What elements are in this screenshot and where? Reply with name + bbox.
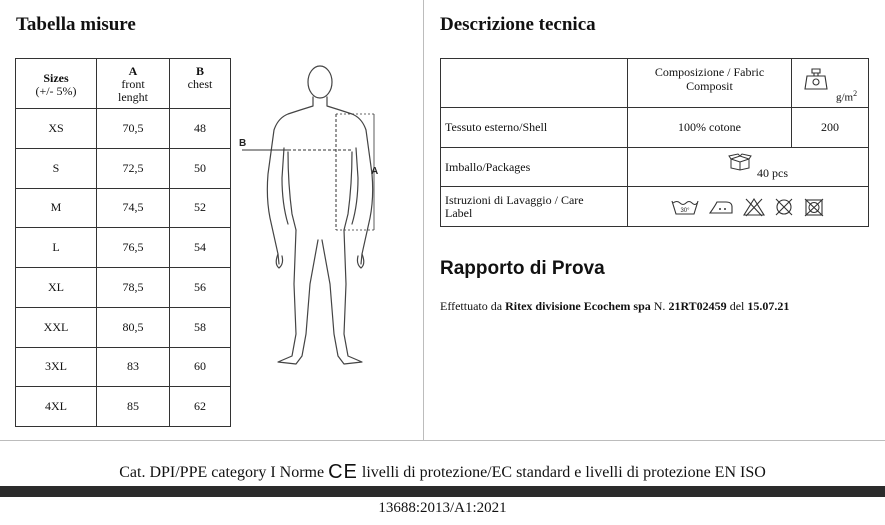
composition-header — [628, 59, 792, 108]
weight-unit-base: g/m — [836, 91, 854, 104]
header-b-letter: B — [195, 64, 204, 78]
care-label-line1: Istruzioni di Lavaggio / Care — [445, 192, 584, 207]
ce-mark-icon: CE — [328, 461, 358, 483]
size-table-header — [16, 59, 231, 109]
shell-value: 100% cotone — [628, 108, 792, 148]
no-dry-clean-icon — [773, 197, 795, 217]
size-cell: M — [16, 188, 97, 228]
header-tolerance: (+/- 5%) — [35, 83, 77, 98]
report-number: 21RT02459 — [668, 299, 727, 313]
report-company: Ritex divisione Ecochem spa — [505, 299, 651, 313]
box-icon — [728, 153, 752, 171]
care-label-line2: Label — [445, 205, 473, 220]
b-cell: 58 — [170, 307, 231, 347]
wash-30-icon — [671, 198, 699, 216]
a-cell: 70,5 — [97, 109, 170, 149]
table-row — [16, 307, 231, 347]
care-icons — [628, 197, 868, 217]
size-cell: XL — [16, 268, 97, 308]
test-report-title: Rapporto di Prova — [440, 258, 605, 279]
table-row — [441, 59, 869, 108]
table-row — [16, 188, 231, 228]
weight-unit-exp: 2 — [853, 89, 858, 98]
no-tumble-dry-icon — [803, 197, 825, 217]
tech-empty-cell — [441, 59, 628, 108]
shell-label: Tessuto esterno/Shell — [441, 108, 628, 148]
report-n-label: N. — [653, 299, 666, 313]
body-measurement-figure — [236, 64, 386, 369]
weight-header — [792, 59, 869, 108]
weight-icon — [802, 65, 830, 93]
header-b-line1: chest — [187, 77, 213, 91]
b-cell: 54 — [170, 228, 231, 268]
weight-unit — [836, 89, 857, 104]
table-row — [16, 268, 231, 308]
table-row — [16, 387, 231, 427]
header-b — [170, 59, 231, 109]
header-a-line2: lenght — [118, 90, 148, 104]
measure-b — [239, 138, 352, 150]
b-cell: 48 — [170, 109, 231, 149]
a-cell: 85 — [97, 387, 170, 427]
iron-icon — [707, 198, 735, 216]
footer-part2: livelli di protezione/EC standard e livelli di protezione EN ISO — [361, 464, 766, 481]
tech-table — [440, 58, 869, 227]
horizontal-divider — [0, 440, 885, 441]
header-a — [97, 59, 170, 109]
table-row — [441, 148, 869, 187]
a-cell: 76,5 — [97, 228, 170, 268]
header-sizes — [16, 59, 97, 109]
care-label — [441, 187, 628, 227]
a-cell: 78,5 — [97, 268, 170, 308]
report-date-label: del — [729, 299, 745, 313]
composition-line1: Composizione / Fabric — [654, 65, 765, 79]
vertical-divider — [423, 0, 424, 440]
size-cell: XXL — [16, 307, 97, 347]
size-cell: L — [16, 228, 97, 268]
b-cell: 56 — [170, 268, 231, 308]
table-row — [441, 187, 869, 227]
b-cell: 62 — [170, 387, 231, 427]
packages-label: Imballo/Packages — [441, 148, 628, 187]
test-report-text — [440, 299, 789, 314]
table-row — [16, 109, 231, 149]
wash-temp: 30° — [680, 207, 690, 214]
table-row — [441, 108, 869, 148]
footer-standards-line — [0, 461, 885, 484]
no-bleach-icon — [743, 197, 765, 217]
tech-description-title: Descrizione tecnica — [440, 14, 596, 35]
report-prefix: Effettuato da — [440, 299, 503, 313]
b-cell: 50 — [170, 148, 231, 188]
size-table — [15, 58, 231, 427]
table-row — [16, 347, 231, 387]
body-outline — [267, 66, 372, 364]
size-cell: S — [16, 148, 97, 188]
shell-weight: 200 — [792, 108, 869, 148]
size-cell: 4XL — [16, 387, 97, 427]
report-date: 15.07.21 — [747, 299, 790, 313]
care-icons-cell — [628, 187, 869, 227]
b-cell: 60 — [170, 347, 231, 387]
a-cell: 72,5 — [97, 148, 170, 188]
a-cell: 74,5 — [97, 188, 170, 228]
a-cell: 80,5 — [97, 307, 170, 347]
composition-line2: Composit — [686, 79, 733, 93]
packages-value: 40 pcs — [757, 166, 788, 180]
footer-bar — [0, 486, 885, 497]
size-table-title: Tabella misure — [16, 14, 136, 35]
size-cell: XS — [16, 109, 97, 149]
table-row — [16, 228, 231, 268]
label-a: A — [371, 166, 379, 177]
header-a-line1: front — [121, 77, 145, 91]
b-cell: 52 — [170, 188, 231, 228]
footer-part1: Cat. DPI/PPE category I Norme — [119, 464, 325, 481]
label-b: B — [239, 138, 247, 149]
footer-standard-code: 13688:2013/A1:2021 — [378, 500, 507, 516]
header-a-letter: A — [128, 64, 138, 78]
table-row — [16, 148, 231, 188]
size-cell: 3XL — [16, 347, 97, 387]
header-sizes-label: Sizes — [43, 70, 69, 85]
packages-cell — [628, 148, 869, 187]
a-cell: 83 — [97, 347, 170, 387]
